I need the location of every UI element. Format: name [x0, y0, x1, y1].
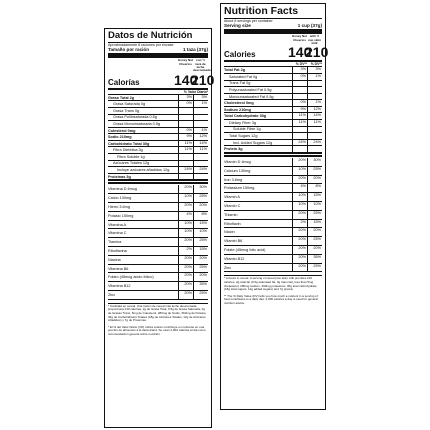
nutrient-name: Total Sugars 12g — [229, 134, 258, 139]
nutrient-row — [224, 81, 322, 88]
vitamin-row — [108, 247, 208, 256]
vitamin-row — [108, 194, 208, 203]
nutrient-name: Protein 3g — [224, 147, 243, 152]
nutrient-name: Incluye azúcares añadidos 12g — [117, 168, 170, 173]
nutrient-dv-with-milk: 24% — [193, 167, 208, 173]
nutrient-row — [224, 120, 322, 127]
vitamin-dv-cereal: 20% — [178, 282, 193, 290]
vitamin-dv-cereal: 20% — [292, 255, 307, 263]
vitamin-name: Vitamina D 4mcg — [108, 187, 137, 192]
nutrient-dv-cereal: 11% — [178, 141, 193, 147]
footnote-daily-value: * El % del Valor Diario (VD) indica cuánto contribuye un nutriente en una porción de alimentos a la dieta diaria. Se usan 2,000 calorías al día como recomendación general sobre nutrición. — [108, 324, 206, 336]
nutrient-name: Sodium 210mg — [224, 107, 252, 112]
nutrient-dv-cereal: 11% — [292, 120, 307, 126]
vitamin-name: Vitamin B6 — [224, 239, 243, 244]
vitamin-name: Vitamina A — [108, 222, 127, 227]
vitamin-row — [224, 246, 322, 255]
vitamin-row — [108, 265, 208, 274]
nutrient-row — [108, 134, 208, 141]
vitamin-name: Vitamin C — [224, 203, 241, 208]
vitamin-row — [224, 255, 322, 264]
nutrient-dv-cereal — [178, 174, 193, 180]
vitamin-dv-cereal: 20% — [178, 256, 193, 264]
nutrient-dv-cereal: 11% — [178, 147, 193, 153]
vitamin-name: Folate (45mcg folic acid) — [224, 247, 266, 252]
vitamin-dv-cereal: 2% — [292, 220, 307, 228]
nutrient-name: Soluble Fiber 1g — [233, 127, 261, 132]
calories-row — [108, 71, 215, 90]
nutrient-dv-cereal — [292, 87, 307, 93]
nutrient-dv-with-milk — [307, 94, 322, 100]
vitamin-dv-with-milk: 20% — [193, 203, 208, 211]
vitamin-name: Folato (45mcg ácido fólico) — [108, 275, 154, 280]
vitamin-dv-cereal: 10% — [178, 229, 193, 237]
nutrient-dv-with-milk — [193, 115, 208, 121]
vitamin-row — [224, 176, 322, 185]
vitamin-name: Zinc — [224, 265, 232, 270]
nutrient-dv-cereal — [292, 127, 307, 133]
nutrient-dv-cereal — [178, 115, 193, 121]
vitamin-dv-cereal: 20% — [178, 291, 193, 299]
vitamin-name: Potasio 150mg — [108, 213, 134, 218]
vitamin-dv-cereal: 20% — [292, 211, 307, 219]
vitamin-dv-with-milk: 30% — [193, 185, 208, 193]
nutrient-dv-with-milk: 3% — [193, 95, 208, 101]
vitamin-row — [224, 202, 322, 211]
nutrient-dv-cereal: 0% — [178, 128, 193, 134]
nutrient-row — [108, 147, 208, 154]
nutrient-row — [224, 140, 322, 147]
vitamin-name: Hierro 3.6mg — [108, 204, 130, 209]
vitamin-dv-cereal: 10% — [178, 221, 193, 229]
vitamin-row — [224, 184, 322, 193]
vitamin-name: Calcium 130mg — [224, 168, 251, 173]
vitamin-dv-with-milk: 25% — [193, 194, 208, 202]
nutrient-dv-with-milk: 12% — [193, 134, 208, 140]
serving-size-label: Serving size — [224, 22, 251, 28]
nutrient-dv-cereal — [292, 133, 307, 139]
vitamin-list — [224, 158, 322, 272]
vitamin-name: Potassium 150mg — [224, 186, 255, 191]
nutrient-name: Monounsaturated Fat 0.5g — [229, 94, 274, 99]
vitamin-row — [224, 228, 322, 237]
nutrient-dv-with-milk — [307, 133, 322, 139]
column-header-cereal: Honey Nut Cheerios — [178, 58, 193, 66]
vitamin-dv-with-milk: 25% — [307, 167, 322, 175]
calories-label: Calorías — [108, 77, 140, 87]
nutrient-dv-cereal: 11% — [292, 113, 307, 119]
vitamin-dv-with-milk: 10% — [193, 229, 208, 237]
vitamin-dv-with-milk: 20% — [193, 256, 208, 264]
vitamin-dv-cereal: 2% — [178, 247, 193, 255]
vitamin-name: Vitamina B12 — [108, 284, 131, 289]
nutrient-dv-with-milk — [307, 87, 322, 93]
vitamin-dv-cereal: 20% — [292, 246, 307, 254]
vitamin-dv-with-milk: 35% — [193, 282, 208, 290]
vitamin-name: Calcio 130mg — [108, 196, 132, 201]
vitamin-row — [108, 291, 208, 300]
vitamin-dv-with-milk: 25% — [193, 238, 208, 246]
daily-value-header-cereal: % DV** — [295, 62, 307, 67]
serving-size-row — [108, 47, 208, 52]
nutrient-name: Grasa Trans 0g — [113, 108, 140, 113]
serving-size-label: Tamaño por ración — [108, 46, 150, 52]
nutrient-dv-with-milk: 11% — [193, 147, 208, 153]
vitamin-dv-with-milk: 20% — [307, 246, 322, 254]
vitamin-name: Vitamina C — [108, 231, 127, 236]
vitamin-dv-cereal: 10% — [292, 167, 307, 175]
nutrient-row — [108, 141, 208, 148]
vitamin-dv-with-milk: 20% — [193, 273, 208, 281]
nutrient-dv-with-milk — [193, 121, 208, 127]
vitamin-dv-with-milk: 25% — [193, 265, 208, 273]
nutrient-dv-cereal: 0% — [292, 100, 307, 106]
vitamin-dv-with-milk: 25% — [307, 237, 322, 245]
divider-thick — [224, 29, 322, 34]
nutrient-row — [108, 101, 208, 108]
vitamin-name: Iron 3.6mg — [224, 177, 243, 182]
nutrient-name: Fibra Dietética 3g — [113, 148, 143, 153]
daily-value-header-with-milk: % DV** — [310, 62, 322, 67]
nutrient-dv-with-milk: 12% — [307, 107, 322, 113]
nutrient-name: Carbohidrato Total 30g — [108, 141, 150, 146]
nutrient-name: Saturated Fat 0g — [229, 74, 258, 79]
nutrient-dv-with-milk — [307, 127, 322, 133]
nutrient-name: Total Carbohydrate 30g — [224, 114, 267, 119]
nutrient-dv-with-milk — [307, 81, 322, 87]
vitamin-dv-cereal: 10% — [292, 193, 307, 201]
divider-medium — [108, 182, 208, 184]
nutrient-row — [224, 100, 322, 107]
vitamin-name: Niacin — [224, 230, 235, 235]
servings-per-container: About 8 servings per container — [224, 18, 273, 23]
vitamin-row — [224, 237, 322, 246]
nutrient-list — [108, 95, 208, 182]
vitamin-name: Riboflavina — [108, 248, 127, 253]
vitamin-row — [108, 229, 208, 238]
serving-size-value: 1 cup (37g) — [297, 22, 322, 28]
vitamin-dv-cereal: 20% — [178, 185, 193, 193]
nutrient-dv-cereal: 24% — [292, 140, 307, 146]
vitamin-row — [108, 282, 208, 291]
nutrient-name: Grasa Total 2g — [108, 95, 135, 100]
vitamin-row — [108, 203, 208, 212]
vitamin-dv-with-milk: 35% — [307, 255, 322, 263]
calories-row — [224, 44, 329, 62]
vitamin-name: Tiamina — [108, 240, 122, 245]
vitamin-list — [108, 185, 208, 299]
nutrient-dv-cereal: 3% — [178, 95, 193, 101]
vitamin-row — [108, 273, 208, 282]
label-title: Nutrition Facts — [224, 6, 322, 19]
vitamin-dv-with-milk: 8% — [307, 184, 322, 192]
nutrient-dv-with-milk: 3% — [307, 67, 322, 73]
spanish-nutrition-label — [104, 28, 215, 428]
nutrient-name: Trans Fat 0g — [229, 81, 251, 86]
vitamin-name: Vitamin D 4mcg — [224, 159, 251, 164]
calories-value-cereal: 140 — [288, 44, 312, 61]
nutrient-dv-with-milk: 1% — [193, 101, 208, 107]
vitamin-row — [224, 211, 322, 220]
column-headers — [108, 58, 211, 73]
vitamin-dv-with-milk: 25% — [193, 291, 208, 299]
nutrient-row — [108, 121, 208, 128]
nutrient-name: Total Fat 2g — [224, 68, 246, 73]
vitamin-row — [108, 185, 208, 194]
vitamin-dv-with-milk: 25% — [307, 264, 322, 272]
nutrient-dv-with-milk: 1% — [193, 128, 208, 134]
vitamin-dv-cereal: 10% — [178, 194, 193, 202]
nutrient-name: Grasa Monoinsaturada 0.5g — [113, 121, 161, 126]
vitamin-dv-with-milk: 30% — [307, 158, 322, 166]
nutrient-row — [108, 108, 208, 115]
nutrient-name: Polyunsaturated Fat 0.5g — [229, 87, 272, 92]
nutrient-name: Grasa Saturada 0g — [113, 102, 146, 107]
nutrient-name: Proteínas 3g — [108, 174, 131, 179]
nutrient-name: Fibra Soluble 1g — [117, 154, 145, 159]
nutrient-list — [224, 67, 322, 154]
nutrient-dv-with-milk: 24% — [307, 140, 322, 146]
english-nutrition-label — [220, 3, 329, 410]
column-header-with-milk: con ½ taza de leche descremada — [193, 58, 211, 73]
nutrient-name: Sodio 210mg — [108, 135, 132, 140]
label-title: Datos de Nutrición — [108, 31, 208, 43]
vitamin-dv-with-milk: 20% — [307, 228, 322, 236]
nutrient-row — [108, 161, 208, 168]
nutrient-name: Dietary Fiber 3g — [229, 120, 257, 125]
nutrient-dv-cereal — [292, 146, 307, 152]
vitamin-dv-with-milk: 15% — [307, 220, 322, 228]
vitamin-dv-cereal: 10% — [292, 202, 307, 210]
nutrient-dv-cereal: 24% — [178, 167, 193, 173]
nutrient-dv-with-milk — [193, 108, 208, 114]
vitamin-name: Thiamin — [224, 212, 238, 217]
nutrient-dv-cereal — [178, 154, 193, 160]
vitamin-row — [224, 264, 322, 273]
nutrient-row — [224, 133, 322, 140]
daily-value-header-text: % Valor Diario* — [183, 89, 208, 94]
nutrient-dv-with-milk: 1% — [307, 74, 322, 80]
serving-size-value: 1 taza (37g) — [182, 46, 208, 52]
nutrient-row — [224, 67, 322, 74]
vitamin-dv-cereal: 20% — [292, 237, 307, 245]
vitamin-row — [224, 193, 322, 202]
nutrient-row — [224, 87, 322, 94]
nutrient-name: Azúcares Totales 12g — [113, 161, 150, 166]
nutrient-row — [224, 74, 322, 81]
nutrient-dv-cereal: 9% — [178, 134, 193, 140]
nutrient-row — [224, 94, 322, 101]
vitamin-name: Niacina — [108, 257, 121, 262]
nutrient-row — [108, 95, 208, 102]
vitamin-row — [224, 167, 322, 176]
servings-per-container: Aproximadamente 8 raciones por envase — [108, 42, 174, 47]
vitamin-dv-cereal: 4% — [178, 212, 193, 220]
nutrient-dv-with-milk — [193, 174, 208, 180]
calories-label: Calories — [224, 50, 256, 60]
serving-size-row — [224, 23, 322, 28]
vitamin-row — [108, 238, 208, 247]
nutrient-dv-cereal: 0% — [292, 74, 307, 80]
vitamin-dv-cereal: 20% — [178, 238, 193, 246]
nutrient-row — [108, 154, 208, 161]
vitamin-dv-with-milk: 25% — [307, 211, 322, 219]
nutrient-dv-cereal — [178, 108, 193, 114]
vitamin-dv-cereal: 20% — [178, 203, 193, 211]
nutrient-name: Grasa Poliinsaturada 0.5g — [113, 115, 157, 120]
nutrient-dv-with-milk: 11% — [307, 120, 322, 126]
vitamin-dv-cereal: 4% — [292, 184, 307, 192]
divider-thick — [108, 53, 208, 58]
nutrient-row — [224, 107, 322, 114]
nutrient-dv-with-milk — [193, 154, 208, 160]
nutrient-dv-with-milk: 14% — [307, 113, 322, 119]
vitamin-dv-cereal: 20% — [292, 264, 307, 272]
divider-medium — [224, 155, 322, 157]
vitamin-dv-cereal: 20% — [178, 265, 193, 273]
nutrient-row — [224, 127, 322, 134]
nutrient-dv-cereal — [292, 94, 307, 100]
vitamin-dv-with-milk: 15% — [307, 193, 322, 201]
nutrient-dv-cereal: 9% — [292, 107, 307, 113]
nutrient-dv-cereal: 3% — [292, 67, 307, 73]
nutrient-dv-with-milk — [307, 146, 322, 152]
nutrient-row — [108, 115, 208, 122]
footnote-daily-value: ** The % Daily Value (DV) tells you how much a nutrient in a serving of food contributes to a daily diet. 2,000 calories a day is used for general nutrition advice. — [224, 293, 318, 305]
calories-value-cereal: 140 — [174, 71, 198, 88]
vitamin-name: Vitamina B6 — [108, 266, 129, 271]
calories-value-with-milk: 210 — [305, 44, 329, 61]
calories-value-with-milk: 210 — [191, 71, 215, 88]
vitamin-dv-cereal: 20% — [292, 158, 307, 166]
nutrient-row — [224, 113, 322, 120]
vitamin-row — [108, 221, 208, 230]
footnote: * Cantidad en cereal. Una ración de cereal más leche descremada proporciona 210 calorías, 2g de Grasa Total, 0.5g de Grasa Saturada, 0g de Grasas Trans, 5mg de Colesterol, 280mg de Sodio, 360mg de Potasio, 36g de Carbohidratos Totales (18g de Azúcares Totales, 12g de Azúcares Añadidos) y 7g de Proteínas. — [108, 303, 207, 323]
vitamin-dv-cereal: 20% — [292, 176, 307, 184]
column-header-with-milk: with ½ cup skim milk — [307, 34, 321, 45]
vitamin-name: Vitamin A — [224, 195, 240, 200]
nutrient-row — [224, 146, 322, 154]
nutrient-dv-with-milk: 14% — [193, 141, 208, 147]
vitamin-name: Vitamin B12 — [224, 256, 245, 261]
vitamin-dv-with-milk: 15% — [193, 221, 208, 229]
vitamin-dv-with-milk: 8% — [193, 212, 208, 220]
vitamin-name: Zinc — [108, 292, 116, 297]
vitamin-dv-with-milk: 10% — [307, 202, 322, 210]
vitamin-name: Riboflavin — [224, 221, 241, 226]
footnote: * Amount in cereal. A serving of cereal plus skim milk provides 210 calories, 2g total fat (0.5g saturated fat, 0g trans fat), less than 5mg cholesterol, 280mg sodium, 360mg potassium, 36g total carbohydrate (18g total sugars, 12g added sugars) and 7g protein. — [224, 275, 322, 291]
column-header-cereal: Honey Nut Cheerios — [292, 34, 307, 42]
vitamin-row — [224, 158, 322, 167]
nutrient-dv-cereal — [178, 161, 193, 167]
nutrient-dv-with-milk: 1% — [307, 100, 322, 106]
vitamin-dv-with-milk: 15% — [193, 247, 208, 255]
vitamin-dv-cereal: 20% — [178, 273, 193, 281]
nutrient-name: Colesterol 0mg — [108, 128, 136, 133]
nutrient-dv-cereal — [292, 81, 307, 87]
vitamin-row — [108, 212, 208, 221]
nutrient-dv-with-milk — [193, 161, 208, 167]
nutrient-row — [108, 174, 208, 182]
vitamin-row — [224, 220, 322, 229]
vitamin-dv-with-milk: 20% — [307, 176, 322, 184]
nutrient-dv-cereal — [178, 121, 193, 127]
nutrient-row — [108, 167, 208, 174]
vitamin-dv-cereal: 20% — [292, 228, 307, 236]
nutrient-name: Incl. Added Sugars 12g — [233, 140, 273, 145]
vitamin-row — [108, 256, 208, 265]
nutrient-dv-cereal: 0% — [178, 101, 193, 107]
nutrient-name: Cholesterol 0mg — [224, 101, 254, 106]
nutrient-row — [108, 128, 208, 135]
